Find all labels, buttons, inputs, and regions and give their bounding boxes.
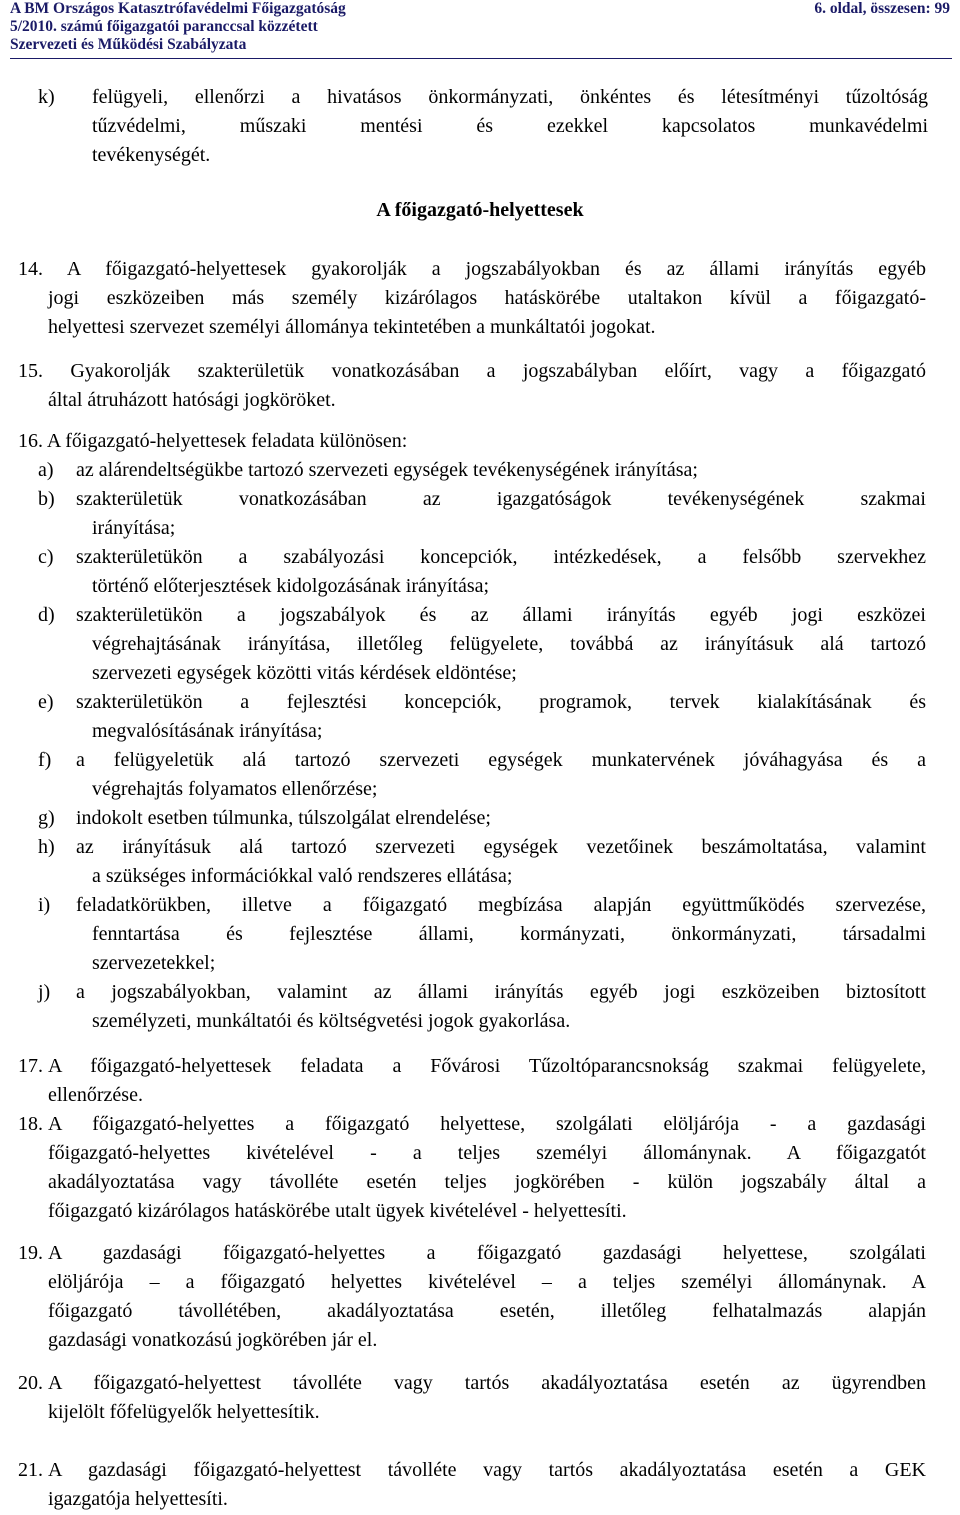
header-page-number: 6. oldal, összesen: 99 [814,0,950,17]
list-item-line: szakterületük vonatkozásában az igazgatóságok tevékenységének szakmai [76,488,926,510]
item-label: i) [38,894,51,916]
list-item-line: megvalósításának irányítása; [92,720,323,742]
list-item-line: szervezetekkel; [92,952,216,974]
item-label: f) [38,749,52,771]
item-label: b) [38,488,55,510]
paragraph-line: ellenőrzése. [48,1084,143,1106]
paragraph-line: A gazdasági főigazgató-helyettes a főigazgató gazdasági helyettese, szolgálati [48,1242,926,1264]
item-k-line-3: tevékenységét. [92,144,211,166]
list-item-line: történő előterjesztések kidolgozásának irányítása; [92,575,490,597]
list-item-line: a felügyeletük alá tartozó szervezeti egységek munkatervének jóváhagyása és a [76,749,926,771]
item-label: e) [38,691,54,713]
paragraph-line: helyettesi szervezet személyi állománya tekintetében a munkáltatói jogokat. [48,316,656,338]
list-item-line: szakterületükön a fejlesztési koncepciók, programok, tervek kialakításának és [76,691,926,713]
paragraph-number: 18. [18,1113,43,1135]
list-item-line: az irányításuk alá tartozó szervezeti egységek vezetőinek beszámoltatása, valamint [76,836,926,858]
item-label: d) [38,604,55,626]
header-organization: A BM Országos Katasztrófavédelmi Főigazgatóság [10,0,346,17]
paragraph-line: főigazgató kizárólagos hatáskörébe utalt ügyek kivételével - helyettesíti. [48,1200,627,1222]
paragraph-line: jogi eszközeiben más személy kizárólagos hatáskörébe utaltakon kívül a főigazgató- [48,287,926,309]
list-item-line: irányítása; [92,517,176,539]
list-item-line: az alárendeltségükbe tartozó szervezeti egységek tevékenységének irányítása; [76,459,698,481]
item-k-line-1: felügyeli, ellenőrzi a hivatásos önkormányzati, önkéntes és létesítményi tűzoltóság [92,86,928,108]
paragraph-line: A főigazgató-helyettesek feladata a Fővárosi Tűzoltóparancsnokság szakmai felügyelete, [48,1055,926,1077]
paragraph-line: akadályoztatása vagy távolléte esetén teljes jogkörében - külön jogszabály által a [48,1171,926,1193]
list-item-line: végrehajtás folyamatos ellenőrzése; [92,778,378,800]
paragraph-line: 14. A főigazgató-helyettesek gyakorolják a jogszabályokban és az állami irányítás egyéb [18,258,926,280]
item-label: g) [38,807,55,829]
paragraph-line: főigazgató távollétében, akadályoztatása esetén, illetőleg felhatalmazás alapján [48,1300,926,1322]
paragraph-number: 20. [18,1372,43,1394]
list-item-line: személyzeti, munkáltatói és költségvetési jogok gyakorlása. [92,1010,571,1032]
item-label: c) [38,546,54,568]
paragraph-number: 21. [18,1459,43,1481]
item-label: j) [38,981,51,1003]
paragraph-line: kijelölt főfelügyelők helyettesítik. [48,1401,320,1423]
list-item-line: szakterületükön a szabályozási koncepciók, intézkedések, a felsőbb szervekhez [76,546,926,568]
list-item-line: végrehajtásának irányítása, illetőleg felügyelete, továbbá az irányításuk alá tartozó [92,633,926,655]
list-item-line: fenntartása és fejlesztése állami, kormányzati, önkormányzati, társadalmi [92,923,926,945]
paragraph-line: főigazgató-helyettes kivételével - a teljes személyi állománynak. A főigazgatót [48,1142,926,1164]
list-item-line: indokolt esetben túlmunka, túlszolgálat elrendelése; [76,807,491,829]
item-label: a) [38,459,54,481]
list-item-line: a jogszabályokban, valamint az állami irányítás egyéb jogi eszközeiben biztosított [76,981,926,1003]
paragraph-line: által átruházott hatósági jogköröket. [48,389,336,411]
section-heading: A főigazgató-helyettesek [376,199,584,221]
list-item-line: feladatkörükben, illetve a főigazgató megbízása alapján együttműködés szervezése, [76,894,926,916]
item-k-line-2: tűzvédelmi, műszaki mentési és ezekkel kapcsolatos munkavédelmi [92,115,928,137]
paragraph-line: A gazdasági főigazgató-helyettest távolléte vagy tartós akadályoztatása esetén a GEK [48,1459,926,1481]
paragraph-number: 19. [18,1242,43,1264]
paragraph-number: 17. [18,1055,43,1077]
paragraph-line: elöljárója – a főigazgató helyettes kivételével – a teljes személyi állománynak. A [48,1271,926,1293]
item-label: k) [38,86,55,108]
paragraph-line: A főigazgató-helyettest távolléte vagy tartós akadályoztatása esetén az ügyrendben [48,1372,926,1394]
list-item-line: szakterületükön a jogszabályok és az állami irányítás egyéb jogi eszközei [76,604,926,626]
paragraph-line: gazdasági vonatkozású jogkörében jár el. [48,1329,378,1351]
header-order-reference: 5/2010. számú főigazgatói paranccsal közzétett [10,18,318,35]
item-label: h) [38,836,55,858]
list-item-line: szervezeti egységek közötti vitás kérdések eldöntése; [92,662,517,684]
paragraph-line: A főigazgató-helyettes a főigazgató helyettese, szolgálati elöljárója - a gazdasági [48,1113,926,1135]
paragraph-line: 15. Gyakorolják szakterületük vonatkozásában a jogszabályban előírt, vagy a főigazgató [18,360,926,382]
list-item-line: a szükséges információkkal való rendszeres ellátása; [92,865,513,887]
paragraph-line: 16. A főigazgató-helyettesek feladata különösen: [18,430,408,452]
header-document-title: Szervezeti és Működési Szabályzata [10,36,247,53]
page-header [10,0,952,59]
paragraph-line: igazgatója helyettesíti. [48,1488,228,1510]
